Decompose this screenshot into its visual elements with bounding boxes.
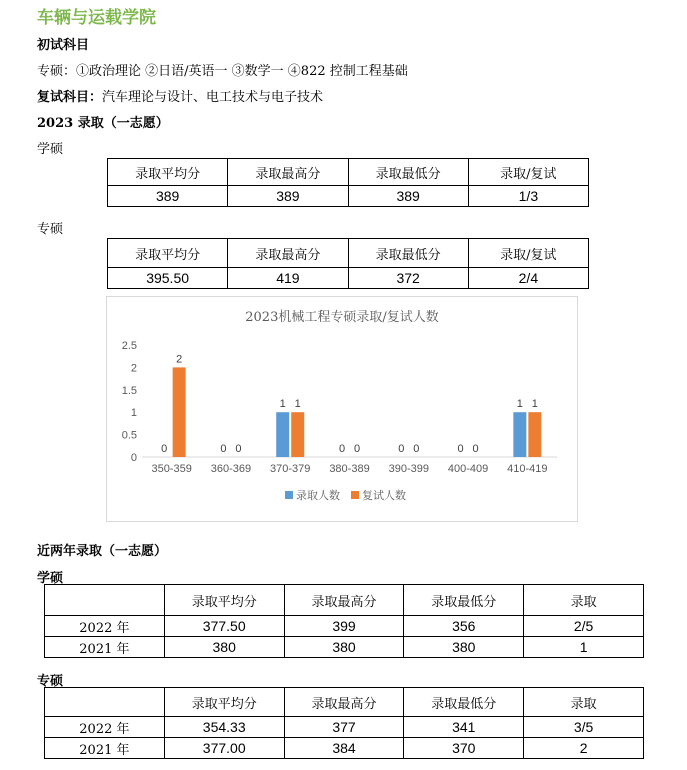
legend-label: 录取人数	[296, 490, 340, 502]
data-label: 0	[220, 443, 227, 455]
bar-admitted	[276, 412, 289, 457]
table-cell: 370	[404, 738, 524, 759]
retest-subjects: 汽车理论与设计、电工技术与电子技术	[102, 90, 324, 105]
table-header-cell: 录取最高分	[284, 688, 404, 717]
table-header-row	[108, 159, 589, 186]
bar-retest	[291, 412, 304, 457]
table-header-cell: 录取平均分	[108, 159, 228, 186]
table-cell: 380	[284, 637, 404, 658]
bar-retest	[528, 412, 541, 457]
legend-swatch	[285, 491, 293, 499]
chart-svg	[107, 297, 577, 521]
table-row	[45, 738, 644, 759]
recent-academic-table	[44, 584, 644, 658]
table-row	[45, 717, 644, 738]
legend-swatch	[351, 491, 359, 499]
x-tick-label: 410-419	[507, 463, 548, 475]
table-cell: 356	[404, 616, 524, 637]
retest-label: 复试科目：	[37, 90, 103, 105]
x-tick-label: 380-389	[329, 463, 370, 475]
data-label: 0	[472, 443, 479, 455]
first-exam-subjects: ①政治理论 ②日语/英语一 ③数学一 ④822 控制工程基础	[76, 64, 408, 79]
x-tick-label: 360-369	[210, 463, 252, 475]
table-header-row	[45, 585, 644, 616]
professional-2023-label: 专硕	[37, 222, 64, 237]
table-cell: 2022 年	[45, 717, 165, 738]
table-cell: 3/5	[524, 717, 644, 738]
table-header-cell: 录取最低分	[348, 239, 468, 268]
data-label: 1	[279, 398, 286, 411]
table-cell: 380	[404, 637, 524, 658]
table-cell: 377	[284, 717, 404, 738]
table-cell: 354.33	[164, 717, 284, 738]
table-cell: 389	[108, 186, 228, 207]
x-tick-label: 370-379	[270, 463, 311, 475]
table-header-cell: 录取最低分	[404, 688, 524, 717]
data-label: 1	[516, 398, 523, 411]
table-header-cell: 录取平均分	[164, 585, 284, 616]
table-row	[108, 268, 589, 289]
data-label: 0	[457, 443, 464, 455]
data-label: 0	[235, 443, 242, 455]
table-header-row	[45, 688, 644, 717]
y-tick-label: 1.5	[121, 384, 137, 397]
academic-2023-label: 学硕	[37, 142, 64, 157]
y-tick-label: 1	[130, 407, 137, 420]
table-cell: 2022 年	[45, 616, 165, 637]
table-cell: 377.00	[164, 738, 284, 759]
first-exam-line	[37, 60, 408, 79]
table-header-row	[108, 239, 589, 268]
chart-title: 2023机械工程专硕录取/复试人数	[245, 310, 439, 325]
table-cell: 389	[348, 186, 468, 207]
table-header-cell: 录取最高分	[228, 159, 348, 186]
table-cell: 2021 年	[45, 637, 165, 658]
table-header-cell: 录取平均分	[164, 688, 284, 717]
bar-admitted	[513, 412, 526, 457]
table-header-cell: 录取最低分	[404, 585, 524, 616]
recent-heading: 近两年录取（一志愿）	[37, 544, 168, 559]
y-tick-label: 0.5	[121, 429, 137, 442]
table-header-cell: 录取最低分	[348, 159, 468, 186]
table-row	[45, 616, 644, 637]
professional-2023-table	[107, 238, 589, 289]
data-label: 0	[161, 443, 168, 455]
page-title: 车辆与运载学院	[37, 8, 156, 28]
y-tick-label: 2.5	[121, 340, 137, 352]
table-header-cell: 录取最高分	[228, 239, 348, 268]
table-cell: 341	[404, 717, 524, 738]
table-header-cell	[45, 585, 165, 616]
table-row	[108, 186, 589, 207]
table-cell: 395.50	[108, 268, 228, 289]
first-exam-label: 专硕：	[37, 64, 77, 79]
table-header-cell: 录取/复试	[468, 159, 588, 186]
x-tick-label: 350-359	[151, 463, 192, 475]
table-header-cell: 录取最高分	[284, 585, 404, 616]
data-label: 1	[531, 398, 538, 411]
data-label: 0	[353, 443, 361, 455]
recent-professional-label: 专硕	[37, 674, 64, 689]
bar-retest	[173, 367, 186, 457]
admission-2023-heading: 2023 录取（一志愿）	[37, 116, 169, 131]
table-cell: 2021 年	[45, 738, 165, 759]
table-cell: 377.50	[164, 616, 284, 637]
table-cell: 419	[228, 268, 348, 289]
recent-professional-table	[44, 687, 644, 759]
table-cell: 384	[284, 738, 404, 759]
data-label: 0	[338, 443, 346, 455]
table-cell: 399	[284, 616, 404, 637]
table-cell: 372	[348, 268, 468, 289]
table-cell: 2	[524, 738, 644, 759]
y-tick-label: 0	[130, 452, 137, 464]
table-cell: 380	[164, 637, 284, 658]
table-header-cell: 录取平均分	[108, 239, 228, 268]
y-tick-label: 2	[130, 362, 137, 375]
table-header-cell	[45, 688, 165, 717]
academic-2023-table	[107, 158, 589, 207]
table-cell: 1	[524, 637, 644, 658]
retest-line	[37, 86, 323, 105]
x-tick-label: 400-409	[447, 463, 489, 475]
table-header-cell: 录取	[524, 585, 644, 616]
table-cell: 2/5	[524, 616, 644, 637]
recent-academic-label: 学硕	[37, 571, 64, 586]
data-label: 2	[176, 353, 183, 366]
data-label: 0	[413, 443, 420, 455]
admission-chart	[106, 296, 578, 522]
data-label: 1	[294, 398, 301, 411]
data-label: 0	[398, 443, 405, 455]
table-cell: 1/3	[468, 186, 588, 207]
legend-label: 复试人数	[362, 490, 406, 502]
x-tick-label: 390-399	[388, 463, 429, 475]
table-cell: 2/4	[468, 268, 588, 289]
table-header-cell: 录取/复试	[468, 239, 588, 268]
table-row	[45, 637, 644, 658]
first-exam-heading: 初试科目	[37, 38, 90, 53]
table-cell: 389	[228, 186, 348, 207]
table-header-cell: 录取	[524, 688, 644, 717]
